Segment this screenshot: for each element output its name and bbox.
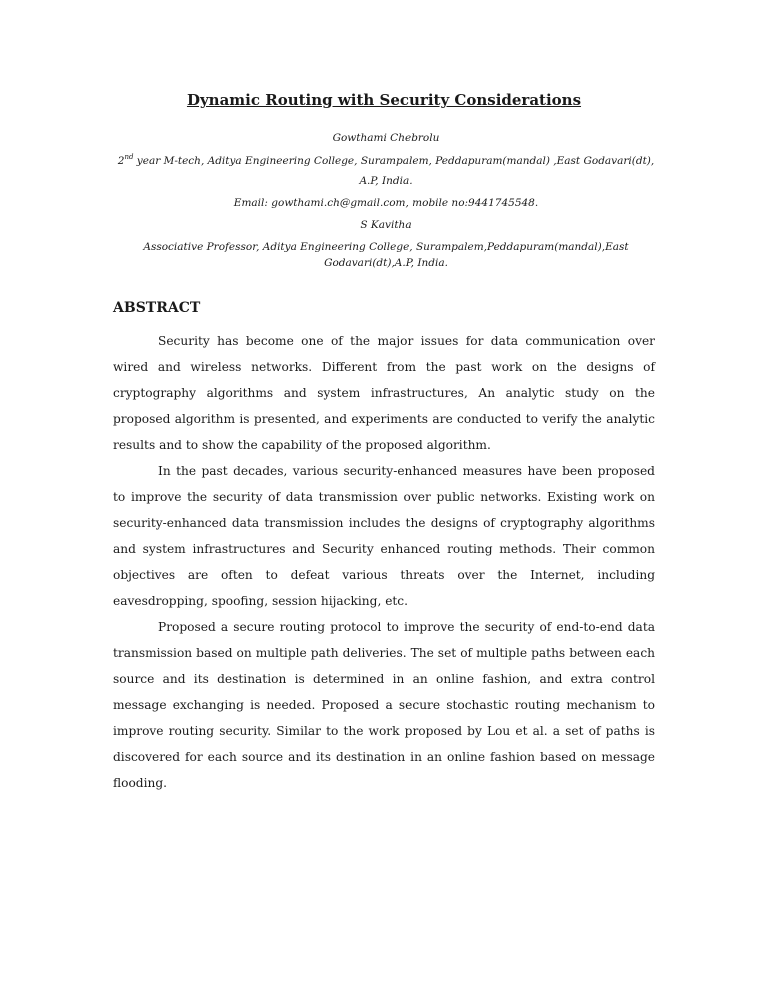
affiliation-prefix-number: 2 (117, 155, 125, 167)
affiliation-text: year M-tech, Aditya Engineering College, Surampalem, Peddapuram(mandal) ,East Godavari(dt), A.P, India. (133, 155, 655, 187)
abstract-paragraph: Security has become one of the major issues for data communication over wired and wireless networks. Different from the past work on the designs of cryptography algorithms and system infrastructures, An analytic study on the proposed algorithm is presented, and experiments are conducted to verify the analytic results and to show the capability of the proposed algorithm. (113, 334, 655, 452)
abstract-paragraph: Proposed a secure routing protocol to improve the security of end-to-end data transmission based on multiple path deliveries. The set of multiple paths between each source and its destination is determined in an online fashion, and extra control message exchanging is needed. Proposed a secure stochastic routing mechanism to improve routing security. Similar to the work proposed by Lou et al. a set of paths is discovered for each source and its destination in an online fashion based on message flooding. (113, 620, 655, 790)
affiliation-prefix-superscript: nd (124, 153, 134, 161)
author-affiliation-1 (108, 151, 664, 191)
author-affiliation-2: Associative Professor, Aditya Engineering College, Surampalem,Peddapuram(mandal),East Godavari(dt),A.P, India. (143, 241, 629, 269)
author-contact-1: Email: gowthami.ch@gmail.com, mobile no:9441745548. (233, 197, 539, 209)
author-name-1: Gowthami Chebrolu (332, 132, 440, 144)
author-name-2: S Kavitha (360, 219, 412, 231)
abstract-paragraph: In the past decades, various security-enhanced measures have been proposed to improve the security of data transmission over public networks. Existing work on security-enhanced data transmission includes the designs of cryptography algorithms and system infrastructures and Security enhanced routing methods. Their common objectives are often to defeat various threats over the Internet, including eavesdropping, spoofing, session hijacking, etc. (113, 464, 655, 608)
abstract-heading: ABSTRACT (113, 300, 201, 316)
paper-title: Dynamic Routing with Security Considerations (186, 91, 582, 109)
abstract-body (113, 328, 655, 796)
